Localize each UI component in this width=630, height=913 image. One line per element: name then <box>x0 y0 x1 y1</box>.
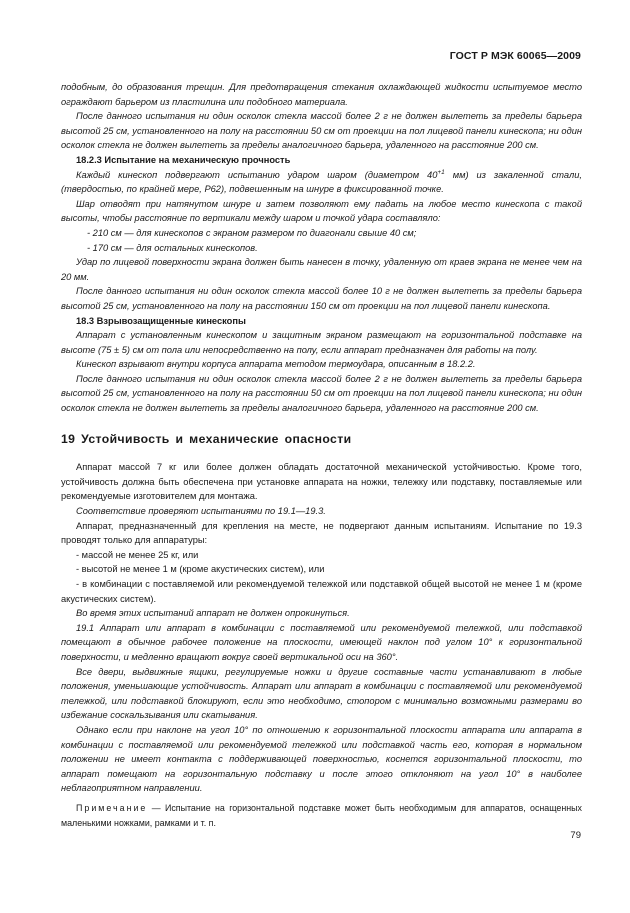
subsection-heading-18-2-3: 18.2.3 Испытание на механическую прочность <box>76 154 291 165</box>
paragraph: Шар отводят при натянутом шнуре и затем позволяют ему падать на любое место кинескопа с такой высоты, чтобы расстояние по вертикали между шаром и точкой удара составляло: <box>61 198 582 224</box>
paragraph: Удар по лицевой поверхности экрана должен быть нанесен в точку, удаленную от краев экрана не менее чем на 20 мм. <box>61 257 582 282</box>
paragraph: Во время этих испытаний аппарат не должен опрокинуться. <box>76 608 350 619</box>
note-label: Примечание <box>76 802 148 813</box>
paragraph: подобным, до образования трещин. Для предотвращения стекания охлаждающей жидкости испытуемое место ограждают барьером из пластилина или подобного материала. <box>61 82 582 107</box>
list-item: - 170 см — для остальных кинескопов. <box>87 242 258 253</box>
document-body <box>61 80 582 830</box>
list-item: - 210 см — для кинескопов с экраном размером по диагонали свыше 40 см; <box>87 227 417 238</box>
document-id-header: ГОСТ Р МЭК 60065—2009 <box>449 50 581 62</box>
paragraph: После данного испытания ни один осколок стекла массой более 10 г не должен вылететь за пределы барьера высотой 25 см, установленного на полу на расстоянии 150 см от проекции на пол лицевой панели кинескопа. <box>61 286 582 311</box>
paragraph-part: Каждый кинескоп подвергают испытанию ударом шаром (диаметром 40 <box>76 169 438 180</box>
paragraph-part: мм) из закаленной стали, (твердостью, по крайней мере, Р62), подвешенным на шнуре в фиксированной точке. <box>61 169 582 195</box>
note-text: — Испытание на горизонтальной подставке может быть необходимым для аппаратов, оснащенных маленькими ножками, рамками и т. п. <box>61 802 582 828</box>
tolerance-superscript: +1 <box>437 168 445 176</box>
paragraph: Кинескоп взрывают внутри корпуса аппарата методом термоудара, описанным в 18.2.2. <box>76 359 476 370</box>
section-heading-19: 19 Устойчивость и механические опасности <box>61 431 352 446</box>
paragraph: 19.1 Аппарат или аппарат в комбинации с поставляемой или рекомендуемой тележкой, или подставкой помещают в обычное рабочее положение на плоскости, имеющей наклон под углом 10° к горизонтальной поверхности, и медленно вращают вокруг своей вертикальной оси на 360°. <box>61 622 582 662</box>
paragraph: Соответствие проверяют испытаниями по 19.1—19.3. <box>76 506 326 517</box>
paragraph: После данного испытания ни один осколок стекла массой более 2 г не должен вылететь за пределы барьера высотой 25 см, установленного на полу на расстоянии 50 см от проекции на пол лицевой панели кинескопа; ни один осколок стекла не должен вылететь за пределы аналогичного барьера, удаленного на расстояние 200 см. <box>61 373 582 414</box>
paragraph: Аппарат массой 7 кг или более должен обладать достаточной механической устойчивостью. Кроме того, устойчивость должна быть обеспечена при установке аппарата на ножки, тележку или подставку, поставляемые или рекомендуемые изготовителем для монтажа. <box>61 462 582 502</box>
paragraph: Аппарат, предназначенный для крепления на месте, не подвергают данным испытаниям. Испытание по 19.3 проводят только для аппаратуры: <box>61 520 582 546</box>
list-item: - высотой не менее 1 м (кроме акустических систем), или <box>76 564 325 575</box>
paragraph: Аппарат с установленным кинескопом и защитным экраном размещают на горизонтальной подставке на высоте (75 ± 5) см от пола или непосредственно на полу, если аппарат предназначен для работы на полу. <box>61 330 582 355</box>
paragraph <box>61 168 582 197</box>
paragraph: Все двери, выдвижные ящики, регулируемые ножки и другие составные части устанавливают в любые положения, уменьшающие устойчивость. Аппарат или аппарат в комбинации с поставляемой или рекомендуемой тележкой, или подставкой блокируют, если это необходимо, стопором с минимально возможными размерами во избежание соскальзывания или скатывания. <box>61 666 582 721</box>
list-item: - в комбинации с поставляемой или рекомендуемой тележкой или подставкой общей высотой не менее 1 м (кроме акустических систем). <box>61 579 582 604</box>
list-item: - массой не менее 25 кг, или <box>76 549 199 560</box>
subsection-heading-18-3: 18.3 Взрывозащищенные кинескопы <box>76 315 246 326</box>
paragraph: После данного испытания ни один осколок стекла массой более 2 г не должен вылететь за пределы барьера высотой 25 см, установленного на полу на расстоянии 50 см от проекции на пол лицевой панели кинескопа; ни один осколок стекла не должен вылететь за пределы аналогичного барьера, удаленного на расстояние 200 см. <box>61 111 582 151</box>
page-number: 79 <box>570 830 581 841</box>
note <box>61 801 582 830</box>
paragraph: Однако если при наклоне на угол 10° по отношению к горизонтальной плоскости аппарата или аппарата в комбинации с поставляемой или рекомендуемой тележкой или подставкой часть его, которая в нормальном положении не имеет контакта с поддерживающей поверхностью, коснется горизонтальной плоскости, то аппарат помещают на горизонтальную подставку и после этого отклоняют на угол 10° в наиболее неблагоприятном направлении. <box>61 724 582 794</box>
